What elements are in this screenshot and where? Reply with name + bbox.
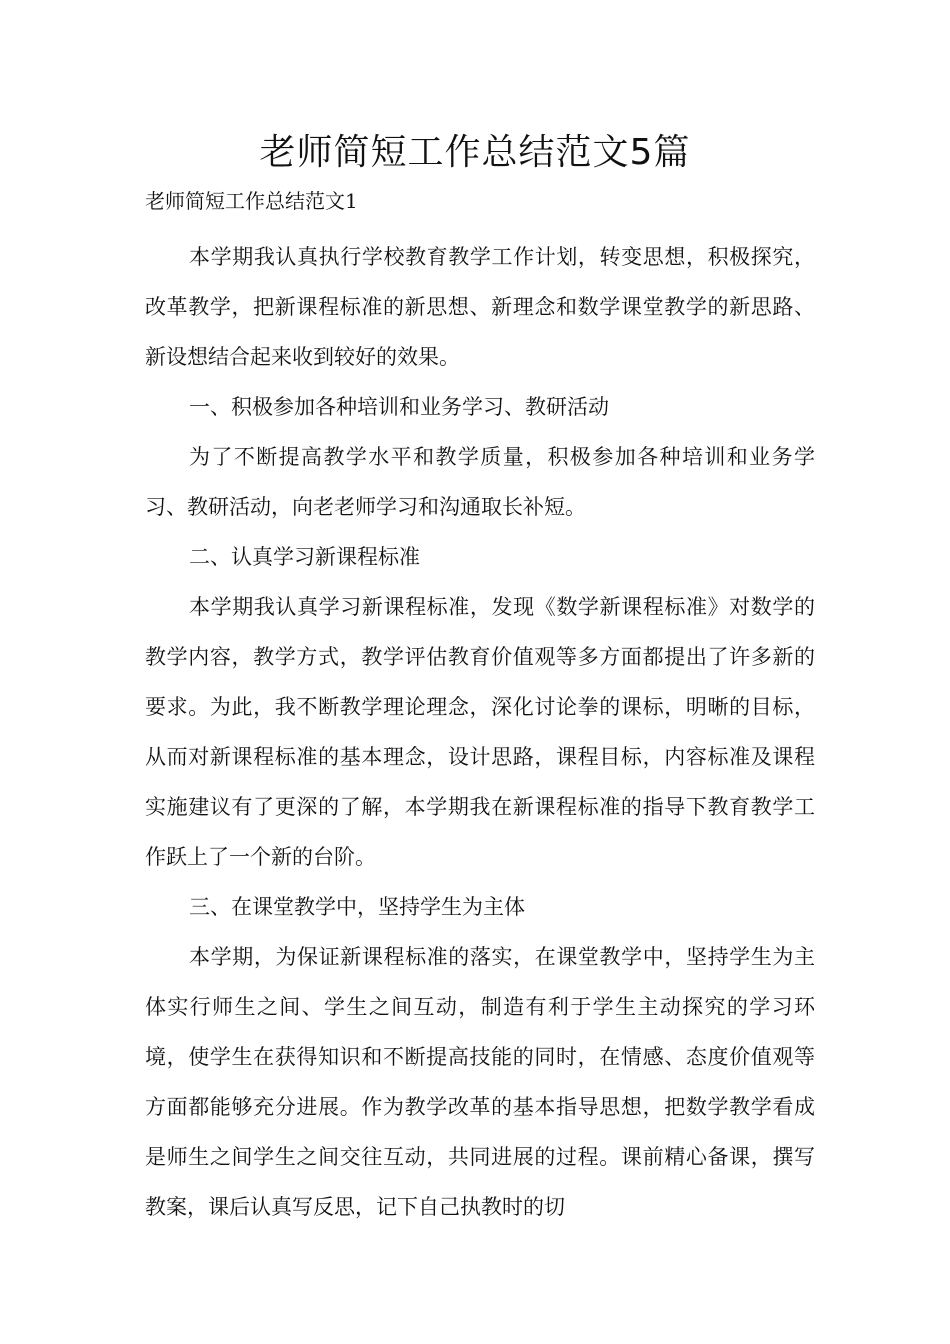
- document-title: 老师简短工作总结范文5篇: [259, 132, 691, 173]
- section-heading-3: 三、在课堂教学中，坚持学生为主体: [189, 895, 525, 919]
- paragraph-section-1: 为了不断提高教学水平和教学质量，积极参加各种培训和业务学习、教研活动，向老老师学习和沟通取长补短。: [145, 445, 815, 519]
- document-body: [145, 232, 815, 1232]
- paragraph-intro: 本学期我认真执行学校教育教学工作计划，转变思想，积极探究，改革教学，把新课程标准的新思想、新理念和数学课堂教学的新思路、新设想结合起来收到较好的效果。: [145, 245, 815, 369]
- section-heading-1: 一、积极参加各种培训和业务学习、教研活动: [189, 395, 609, 419]
- document-subtitle: 老师简短工作总结范文1: [145, 189, 358, 213]
- section-heading-2: 二、认真学习新课程标准: [189, 545, 420, 569]
- paragraph-section-2: 本学期我认真学习新课程标准，发现《数学新课程标准》对数学的教学内容，教学方式，教学评估教育价值观等多方面都提出了许多新的要求。为此，我不断教学理论理念，深化讨论拳的课标，明晰的目标，从而对新课程标准的基本理念，设计思路，课程目标，内容标准及课程实施建议有了更深的了解，本学期我在新课程标准的指导下教育教学工作跃上了一个新的台阶。: [145, 595, 815, 869]
- paragraph-section-3: 本学期，为保证新课程标准的落实，在课堂教学中，坚持学生为主体实行师生之间、学生之间互动，制造有利于学生主动探究的学习环境，使学生在获得知识和不断提高技能的同时，在情感、态度价值观等方面都能够充分进展。作为教学改革的基本指导思想，把数学教学看成是师生之间学生之间交往互动，共同进展的过程。课前精心备课，撰写教案，课后认真写反思，记下自己执教时的切: [145, 945, 815, 1219]
